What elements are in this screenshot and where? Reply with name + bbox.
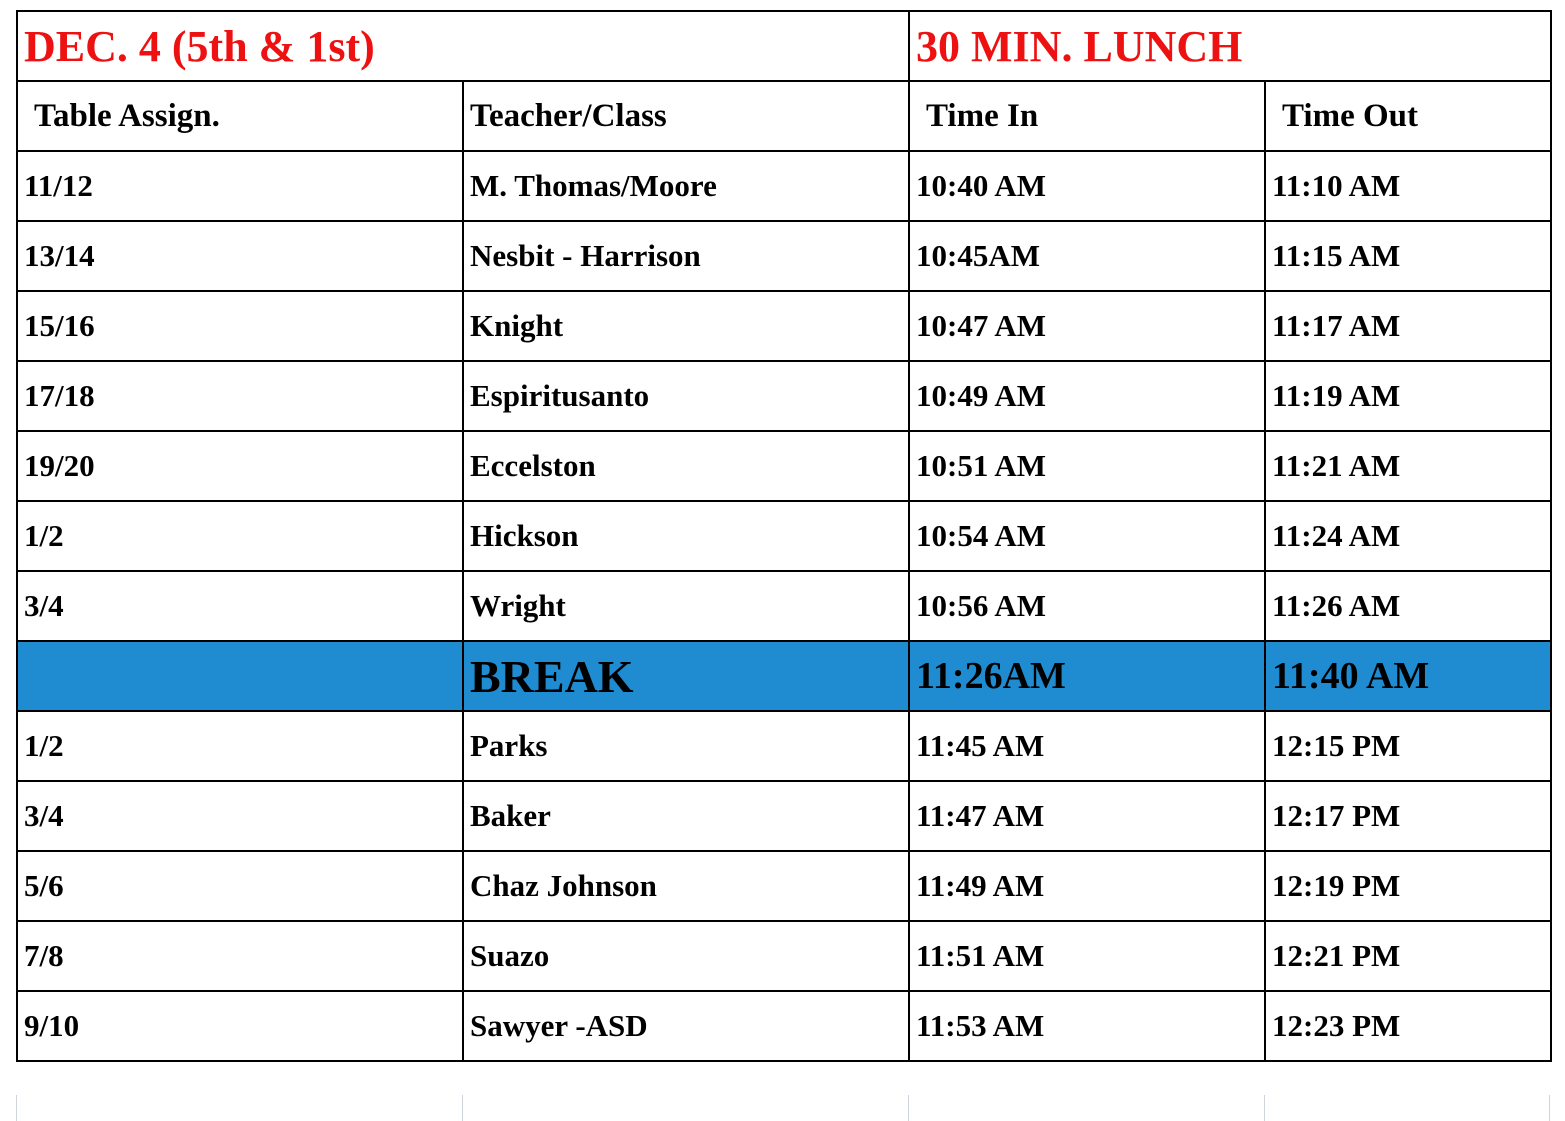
schedule-table [16,10,1552,1062]
cell-table[interactable]: 7/8 [17,921,463,991]
table-row [17,221,1551,291]
cell-time-out[interactable]: 11:17 AM [1265,291,1551,361]
table-row [17,291,1551,361]
date-title[interactable]: DEC. 4 (5th & 1st) [17,11,909,81]
cell-time-out[interactable]: 12:21 PM [1265,921,1551,991]
cell-teacher[interactable]: Hickson [463,501,909,571]
cell-teacher[interactable]: M. Thomas/Moore [463,151,909,221]
break-row [17,641,1551,711]
cell-time-out[interactable]: 12:23 PM [1265,991,1551,1061]
break-label[interactable]: BREAK [463,641,909,711]
cell-time-in[interactable]: 10:54 AM [909,501,1265,571]
break-time-out[interactable]: 11:40 AM [1265,641,1551,711]
cell-time-out[interactable]: 11:10 AM [1265,151,1551,221]
table-row [17,151,1551,221]
cell-time-in[interactable]: 11:47 AM [909,781,1265,851]
cell-teacher[interactable]: Espiritusanto [463,361,909,431]
cell-teacher[interactable]: Chaz Johnson [463,851,909,921]
cell-table[interactable]: 1/2 [17,711,463,781]
header-teacher-class[interactable]: Teacher/Class [463,81,909,151]
table-row [17,851,1551,921]
cell-time-in[interactable]: 11:49 AM [909,851,1265,921]
header-time-in[interactable]: Time In [909,81,1265,151]
cell-time-in[interactable]: 11:53 AM [909,991,1265,1061]
cell-time-in[interactable]: 10:56 AM [909,571,1265,641]
cell-time-in[interactable]: 11:45 AM [909,711,1265,781]
cell-time-out[interactable]: 11:24 AM [1265,501,1551,571]
header-row [17,81,1551,151]
table-row [17,501,1551,571]
table-row [17,431,1551,501]
cell-table[interactable]: 9/10 [17,991,463,1061]
cell-table[interactable]: 13/14 [17,221,463,291]
table-row [17,991,1551,1061]
cell-time-in[interactable]: 10:49 AM [909,361,1265,431]
cell-time-out[interactable]: 11:15 AM [1265,221,1551,291]
cell-table[interactable]: 3/4 [17,571,463,641]
lunch-title[interactable]: 30 MIN. LUNCH [909,11,1551,81]
cell-teacher[interactable]: Sawyer -ASD [463,991,909,1061]
cell-table[interactable]: 15/16 [17,291,463,361]
table-row [17,711,1551,781]
cell-time-out[interactable]: 11:21 AM [1265,431,1551,501]
cell-time-out[interactable]: 11:26 AM [1265,571,1551,641]
cell-time-in[interactable]: 10:40 AM [909,151,1265,221]
gridline [1549,1095,1550,1121]
header-table-assign[interactable]: Table Assign. [17,81,463,151]
table-row [17,361,1551,431]
table-row [17,921,1551,991]
cell-table[interactable]: 17/18 [17,361,463,431]
gridline [1264,1095,1265,1121]
cell-table[interactable]: 3/4 [17,781,463,851]
empty-next-row [16,1095,1550,1121]
cell-teacher[interactable]: Nesbit - Harrison [463,221,909,291]
lunch-schedule-sheet [16,10,1550,1062]
cell-time-in[interactable]: 10:45AM [909,221,1265,291]
cell-time-out[interactable]: 12:15 PM [1265,711,1551,781]
cell-time-in[interactable]: 11:51 AM [909,921,1265,991]
title-row [17,11,1551,81]
cell-table[interactable]: 1/2 [17,501,463,571]
table-row [17,781,1551,851]
gridline [908,1095,909,1121]
cell-time-out[interactable]: 12:17 PM [1265,781,1551,851]
gridline [16,1095,17,1121]
cell-time-out[interactable]: 12:19 PM [1265,851,1551,921]
break-empty-cell[interactable] [17,641,463,711]
cell-time-out[interactable]: 11:19 AM [1265,361,1551,431]
cell-time-in[interactable]: 10:51 AM [909,431,1265,501]
gridline [462,1095,463,1121]
break-time-in[interactable]: 11:26AM [909,641,1265,711]
cell-table[interactable]: 19/20 [17,431,463,501]
cell-time-in[interactable]: 10:47 AM [909,291,1265,361]
table-row [17,571,1551,641]
cell-teacher[interactable]: Knight [463,291,909,361]
header-time-out[interactable]: Time Out [1265,81,1551,151]
cell-teacher[interactable]: Parks [463,711,909,781]
cell-table[interactable]: 5/6 [17,851,463,921]
cell-table[interactable]: 11/12 [17,151,463,221]
cell-teacher[interactable]: Suazo [463,921,909,991]
cell-teacher[interactable]: Eccelston [463,431,909,501]
cell-teacher[interactable]: Wright [463,571,909,641]
cell-teacher[interactable]: Baker [463,781,909,851]
